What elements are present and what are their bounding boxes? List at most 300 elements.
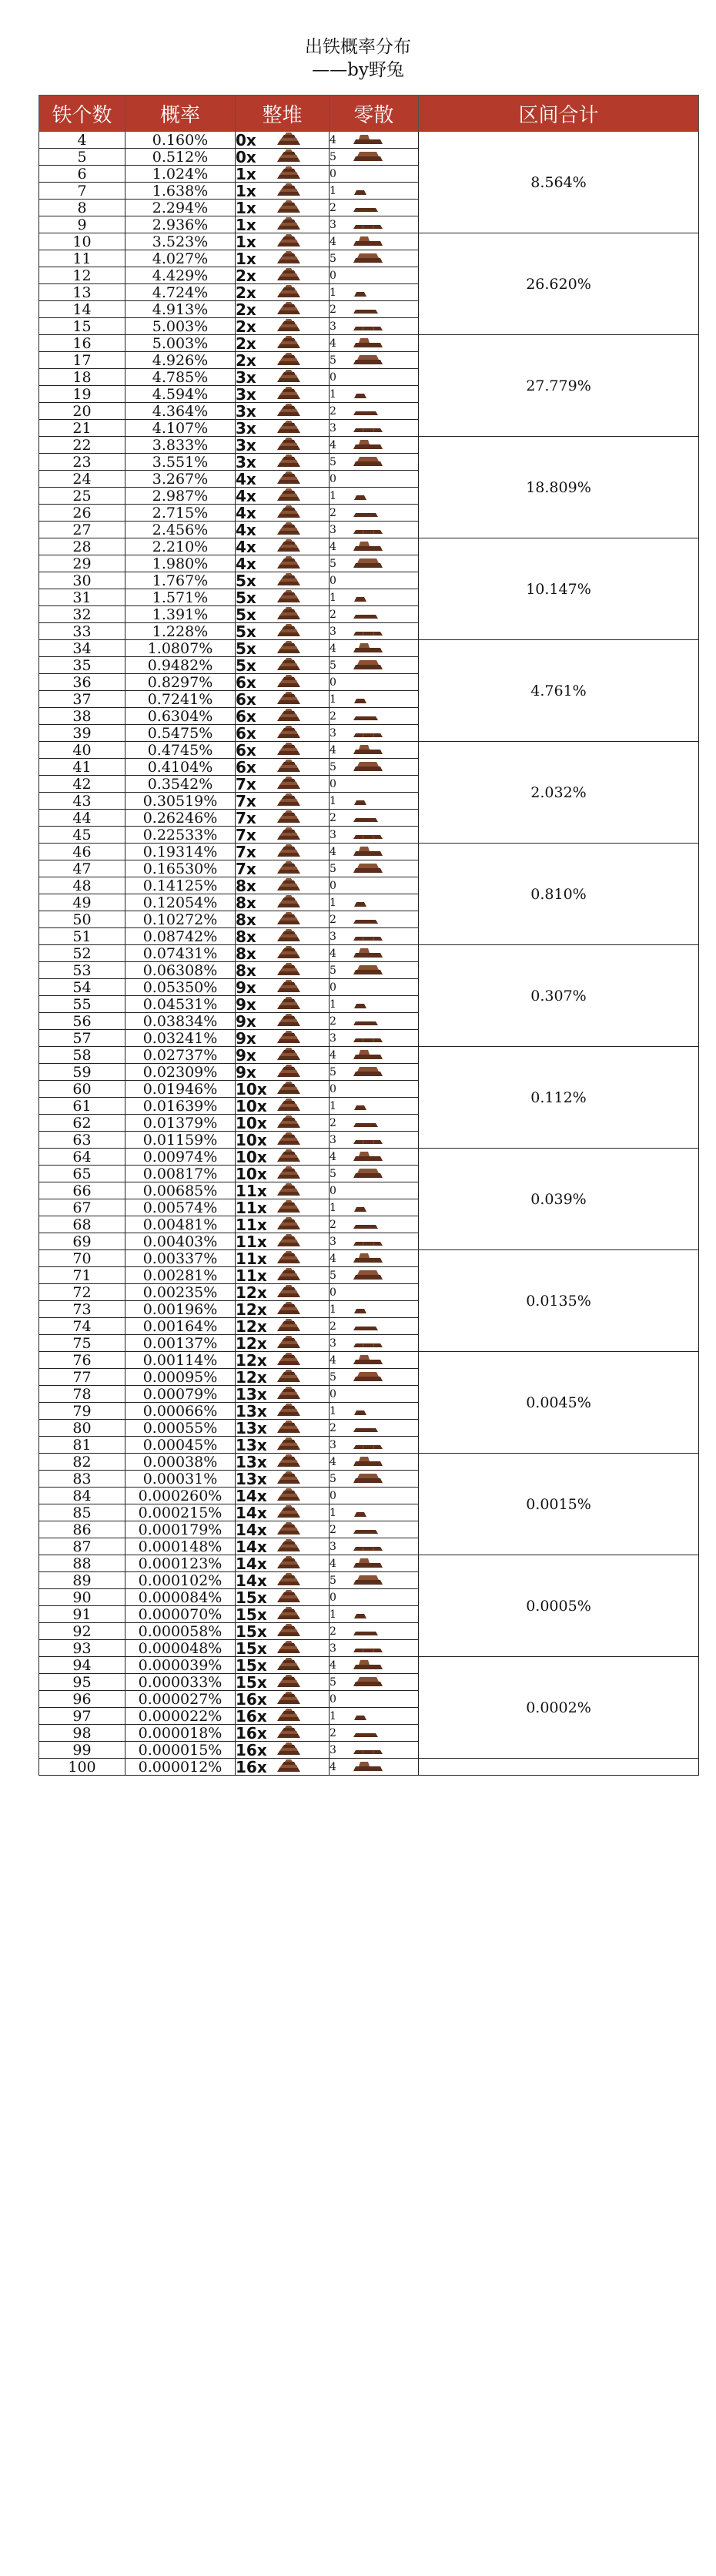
stack-count: 1x [236,165,256,183]
stack-cell [236,827,330,844]
table-row [39,538,699,555]
loose-cell [330,793,419,810]
loose-count: 2 [330,1320,336,1333]
stack-cell [236,250,330,267]
probability-cell: 4.107% [125,420,236,437]
stack-cell [236,1301,330,1318]
iron-ingot-icon [353,946,383,961]
probability-cell: 0.00974% [125,1149,236,1166]
loose-cell [330,149,419,166]
stack-count: 9x [236,1046,256,1064]
probability-cell: 0.4104% [125,759,236,776]
iron-count-cell: 94 [39,1657,125,1674]
iron-count-cell: 63 [39,1132,125,1149]
stack-cell [236,674,330,691]
loose-cell [330,979,419,996]
loose-count: 5 [330,455,336,468]
iron-ingot-icon [353,506,379,520]
iron-ingot-icon [353,1235,383,1249]
loose-cell [330,1115,419,1132]
probability-cell: 0.000022% [125,1708,236,1725]
iron-ingot-icon [353,930,383,944]
iron-ingot-icon [353,489,368,503]
iron-count-cell: 7 [39,183,125,200]
loose-cell [330,1623,419,1640]
iron-count-cell: 13 [39,284,125,301]
stack-count: 12x [236,1283,267,1301]
loose-count: 5 [330,1370,336,1384]
loose-count: 0 [330,880,336,892]
range-total-cell: 0.112% [419,1047,699,1149]
stack-count: 2x [236,317,256,335]
stack-count: 6x [236,690,256,708]
iron-ingot-icon [353,286,368,300]
stack-cell [236,979,330,996]
iron-count-cell: 32 [39,606,125,623]
iron-ingot-icon [353,1303,368,1317]
loose-count: 2 [330,507,336,519]
iron-stack-icon [276,674,302,690]
stack-cell [236,1488,330,1504]
iron-ingot-icon [353,149,383,164]
range-total-cell: 18.809% [419,437,699,538]
stack-cell [236,1166,330,1182]
stack-count: 4x [236,487,256,505]
probability-cell: 0.000027% [125,1691,236,1708]
iron-stack-icon [276,1047,302,1063]
stack-cell [236,606,330,623]
stack-cell [236,1420,330,1437]
probability-cell: 0.00403% [125,1233,236,1250]
iron-count-cell: 61 [39,1098,125,1115]
iron-stack-icon [276,1471,302,1487]
iron-stack-icon [276,318,302,334]
stack-cell [236,301,330,318]
stack-count: 14x [236,1538,267,1555]
iron-stack-icon [276,928,302,944]
iron-stack-icon [276,1759,302,1775]
stack-cell [236,1623,330,1640]
stack-cell [236,555,330,572]
loose-cell [330,284,419,301]
loose-count: 1 [330,795,336,807]
loose-cell [330,505,419,522]
stack-cell [236,1352,330,1369]
loose-cell [330,1064,419,1081]
probability-cell: 0.00235% [125,1284,236,1301]
iron-ingot-icon [353,861,383,876]
loose-count: 3 [330,1642,336,1655]
stack-cell [236,1725,330,1742]
probability-cell: 1.767% [125,572,236,589]
loose-count: 3 [330,1744,336,1756]
probability-cell: 0.03834% [125,1013,236,1030]
stack-count: 14x [236,1504,267,1521]
probability-cell: 0.00045% [125,1437,236,1454]
stack-cell [236,454,330,471]
table-row [39,1250,699,1267]
stack-count: 7x [236,843,256,860]
loose-count: 4 [330,1252,336,1265]
iron-stack-icon [276,1504,302,1521]
iron-stack-icon [276,1369,302,1385]
loose-cell [330,589,419,606]
stack-count: 3x [236,385,256,403]
probability-cell: 1.024% [125,166,236,183]
stack-count: 1x [236,182,256,200]
table-row [39,1047,699,1064]
iron-stack-icon [276,623,302,639]
iron-ingot-icon [353,760,383,774]
iron-stack-icon [276,759,302,775]
loose-cell [330,606,419,623]
loose-count: 1 [330,287,336,299]
iron-count-cell: 84 [39,1488,125,1504]
table-row [39,1759,699,1776]
stack-count: 11x [236,1182,267,1199]
stack-cell [236,759,330,776]
loose-cell [330,827,419,844]
range-total-cell: 26.620% [419,233,699,335]
iron-count-cell: 69 [39,1233,125,1250]
iron-stack-icon [276,1589,302,1605]
probability-cell: 3.267% [125,471,236,488]
iron-ingot-icon [353,132,383,147]
stack-count: 14x [236,1521,267,1538]
iron-stack-icon [276,284,302,300]
loose-cell [330,742,419,759]
iron-stack-icon [276,1403,302,1419]
loose-count: 5 [330,1675,336,1689]
iron-ingot-icon [353,726,383,740]
iron-count-cell: 74 [39,1318,125,1335]
probability-cell: 0.00114% [125,1352,236,1369]
stack-count: 5x [236,572,256,589]
range-total-cell [419,1759,699,1776]
loose-cell [330,708,419,725]
stack-count: 1x [236,250,256,267]
probability-cell: 0.14125% [125,877,236,894]
probability-cell: 0.00164% [125,1318,236,1335]
iron-count-cell: 12 [39,267,125,284]
iron-stack-icon [276,1437,302,1453]
iron-stack-icon [276,1199,302,1216]
iron-count-cell: 54 [39,979,125,996]
iron-stack-icon [276,1640,302,1656]
stack-count: 15x [236,1673,267,1691]
probability-cell: 0.22533% [125,827,236,844]
loose-count: 5 [330,1269,336,1282]
iron-stack-icon [276,403,302,419]
iron-ingot-icon [353,1166,383,1181]
iron-ingot-icon [353,387,368,401]
stack-count: 11x [236,1216,267,1233]
iron-ingot-icon [353,218,383,232]
iron-stack-icon [276,250,302,267]
stack-count: 3x [236,368,256,386]
iron-stack-icon [276,1318,302,1334]
stack-cell [236,437,330,454]
iron-ingot-icon [353,251,383,266]
iron-stack-icon [276,725,302,741]
probability-cell: 0.00574% [125,1199,236,1216]
stack-count: 15x [236,1588,267,1606]
loose-cell [330,1555,419,1572]
table-row [39,437,699,454]
iron-count-cell: 46 [39,844,125,860]
iron-ingot-icon [353,1709,368,1723]
stack-count: 13x [236,1419,267,1437]
stack-count: 11x [236,1233,267,1250]
iron-ingot-icon [353,1353,383,1367]
table-row [39,844,699,860]
loose-count: 0 [330,168,336,180]
iron-ingot-icon [353,438,383,452]
iron-count-cell: 60 [39,1081,125,1098]
loose-count: 4 [330,337,336,350]
loose-cell [330,962,419,979]
stack-cell [236,284,330,301]
table-row [39,1149,699,1166]
stack-count: 3x [236,419,256,437]
probability-cell: 2.987% [125,488,236,505]
iron-stack-icon [276,183,302,199]
loose-count: 1 [330,693,336,706]
stack-cell [236,352,330,369]
loose-count: 5 [330,1574,336,1587]
range-total-cell: 0.0002% [419,1657,699,1759]
iron-count-cell: 30 [39,572,125,589]
table-body [39,132,699,1776]
iron-ingot-icon [353,336,383,351]
iron-stack-icon [276,827,302,843]
probability-cell: 4.429% [125,267,236,284]
stack-count: 4x [236,555,256,572]
probability-cell: 0.00817% [125,1166,236,1182]
stack-count: 4x [236,470,256,488]
stack-count: 12x [236,1300,267,1318]
stack-cell [236,200,330,216]
iron-ingot-icon [353,1370,383,1384]
probability-cell: 0.3542% [125,776,236,793]
loose-cell [330,1640,419,1657]
loose-cell [330,1030,419,1047]
stack-count: 3x [236,402,256,420]
loose-count: 1 [330,490,336,502]
stack-count: 6x [236,673,256,691]
loose-count: 0 [330,575,336,587]
stack-count: 8x [236,927,256,945]
stack-count: 7x [236,860,256,877]
stack-cell [236,505,330,522]
iron-stack-icon [276,437,302,453]
stack-count: 2x [236,351,256,369]
probability-cell: 1.638% [125,183,236,200]
probability-cell: 0.5475% [125,725,236,742]
iron-ingot-icon [353,794,368,808]
probability-cell: 2.210% [125,538,236,555]
loose-count: 1 [330,1405,336,1417]
probability-cell: 0.00031% [125,1471,236,1488]
iron-ingot-icon [353,625,383,639]
loose-cell [330,538,419,555]
probability-cell: 4.926% [125,352,236,369]
range-total-cell: 0.0045% [419,1352,699,1454]
stack-count: 5x [236,605,256,623]
iron-ingot-icon [353,353,383,367]
stack-count: 6x [236,758,256,776]
stack-count: 13x [236,1385,267,1403]
iron-ingot-icon [353,1116,379,1130]
probability-cell: 4.594% [125,386,236,403]
loose-cell [330,1284,419,1301]
loose-cell [330,1149,419,1166]
probability-cell: 0.03241% [125,1030,236,1047]
range-total-cell: 8.564% [419,132,699,233]
loose-count: 5 [330,1065,336,1078]
stack-cell [236,844,330,860]
loose-cell [330,454,419,471]
stack-cell [236,1030,330,1047]
stack-count: 10x [236,1097,267,1115]
iron-stack-icon [276,335,302,351]
iron-ingot-icon [353,1251,383,1266]
probability-cell: 0.000015% [125,1742,236,1759]
iron-ingot-icon [353,1454,383,1469]
iron-ingot-icon [353,1642,383,1655]
loose-cell [330,471,419,488]
stack-count: 13x [236,1453,267,1471]
iron-count-cell: 76 [39,1352,125,1369]
loose-cell [330,1250,419,1267]
probability-cell: 0.160% [125,132,236,149]
iron-ingot-icon [353,454,383,469]
loose-count: 4 [330,1557,336,1570]
loose-cell [330,1657,419,1674]
loose-count: 3 [330,727,336,740]
iron-stack-icon [276,793,302,809]
stack-cell [236,657,330,674]
iron-stack-icon [276,979,302,995]
iron-ingot-icon [353,608,379,622]
loose-count: 2 [330,1219,336,1231]
loose-cell [330,725,419,742]
probability-cell: 0.19314% [125,844,236,860]
iron-stack-icon [276,1725,302,1741]
loose-cell [330,488,419,505]
probability-cell: 0.02309% [125,1064,236,1081]
probability-cell: 0.08742% [125,928,236,945]
probability-cell: 0.06308% [125,962,236,979]
stack-count: 4x [236,521,256,538]
loose-cell [330,572,419,589]
iron-count-cell: 35 [39,657,125,674]
probability-cell: 0.000070% [125,1606,236,1623]
stack-count: 14x [236,1555,267,1572]
iron-stack-icon [276,708,302,724]
table-row [39,233,699,250]
stack-cell [236,860,330,877]
stack-cell [236,962,330,979]
probability-cell: 0.00481% [125,1216,236,1233]
iron-count-cell: 40 [39,742,125,759]
loose-cell [330,420,419,437]
loose-cell [330,1318,419,1335]
probability-cell: 0.000179% [125,1521,236,1538]
iron-ingot-icon [353,896,368,910]
loose-count: 3 [330,524,336,536]
iron-stack-icon [276,1742,302,1758]
stack-cell [236,776,330,793]
stack-count: 12x [236,1317,267,1335]
stack-count: 2x [236,334,256,352]
range-total-cell: 4.761% [419,640,699,742]
iron-count-cell: 9 [39,216,125,233]
loose-cell [330,1606,419,1623]
header-probability: 概率 [125,96,236,132]
iron-ingot-icon [353,1726,379,1740]
iron-stack-icon [276,572,302,589]
loose-count: 3 [330,422,336,434]
stack-cell [236,1403,330,1420]
stack-count: 15x [236,1656,267,1674]
loose-count: 4 [330,947,336,960]
stack-count: 15x [236,1605,267,1623]
stack-count: 2x [236,300,256,318]
stack-cell [236,1708,330,1725]
iron-count-cell: 31 [39,589,125,606]
loose-count: 3 [330,1236,336,1248]
iron-stack-icon [276,606,302,622]
probability-cell: 0.00055% [125,1420,236,1437]
probability-cell: 0.02737% [125,1047,236,1064]
iron-stack-icon [276,589,302,605]
probability-cell: 0.000039% [125,1657,236,1674]
header-loose: 零散 [330,96,419,132]
iron-count-cell: 64 [39,1149,125,1166]
probability-cell: 0.000018% [125,1725,236,1742]
loose-cell [330,1504,419,1521]
iron-ingot-icon [353,1133,383,1147]
loose-count: 5 [330,150,336,163]
loose-count: 2 [330,914,336,926]
loose-count: 1 [330,592,336,604]
loose-count: 2 [330,710,336,723]
loose-cell [330,1691,419,1708]
loose-count: 4 [330,1455,336,1468]
iron-count-cell: 78 [39,1386,125,1403]
loose-count: 4 [330,1353,336,1367]
iron-stack-icon [276,1657,302,1673]
iron-count-cell: 77 [39,1369,125,1386]
probability-cell: 3.833% [125,437,236,454]
loose-cell [330,844,419,860]
stack-count: 1x [236,199,256,216]
probability-cell: 0.6304% [125,708,236,725]
loose-count: 1 [330,185,336,197]
loose-count: 0 [330,371,336,384]
iron-stack-icon [276,1030,302,1046]
iron-stack-icon [276,1013,302,1029]
loose-count: 0 [330,473,336,485]
loose-count: 2 [330,1625,336,1638]
loose-count: 0 [330,270,336,282]
loose-cell [330,522,419,538]
iron-ingot-icon [353,1031,383,1045]
probability-cell: 0.12054% [125,894,236,911]
iron-count-cell: 22 [39,437,125,454]
stack-count: 9x [236,1012,256,1030]
